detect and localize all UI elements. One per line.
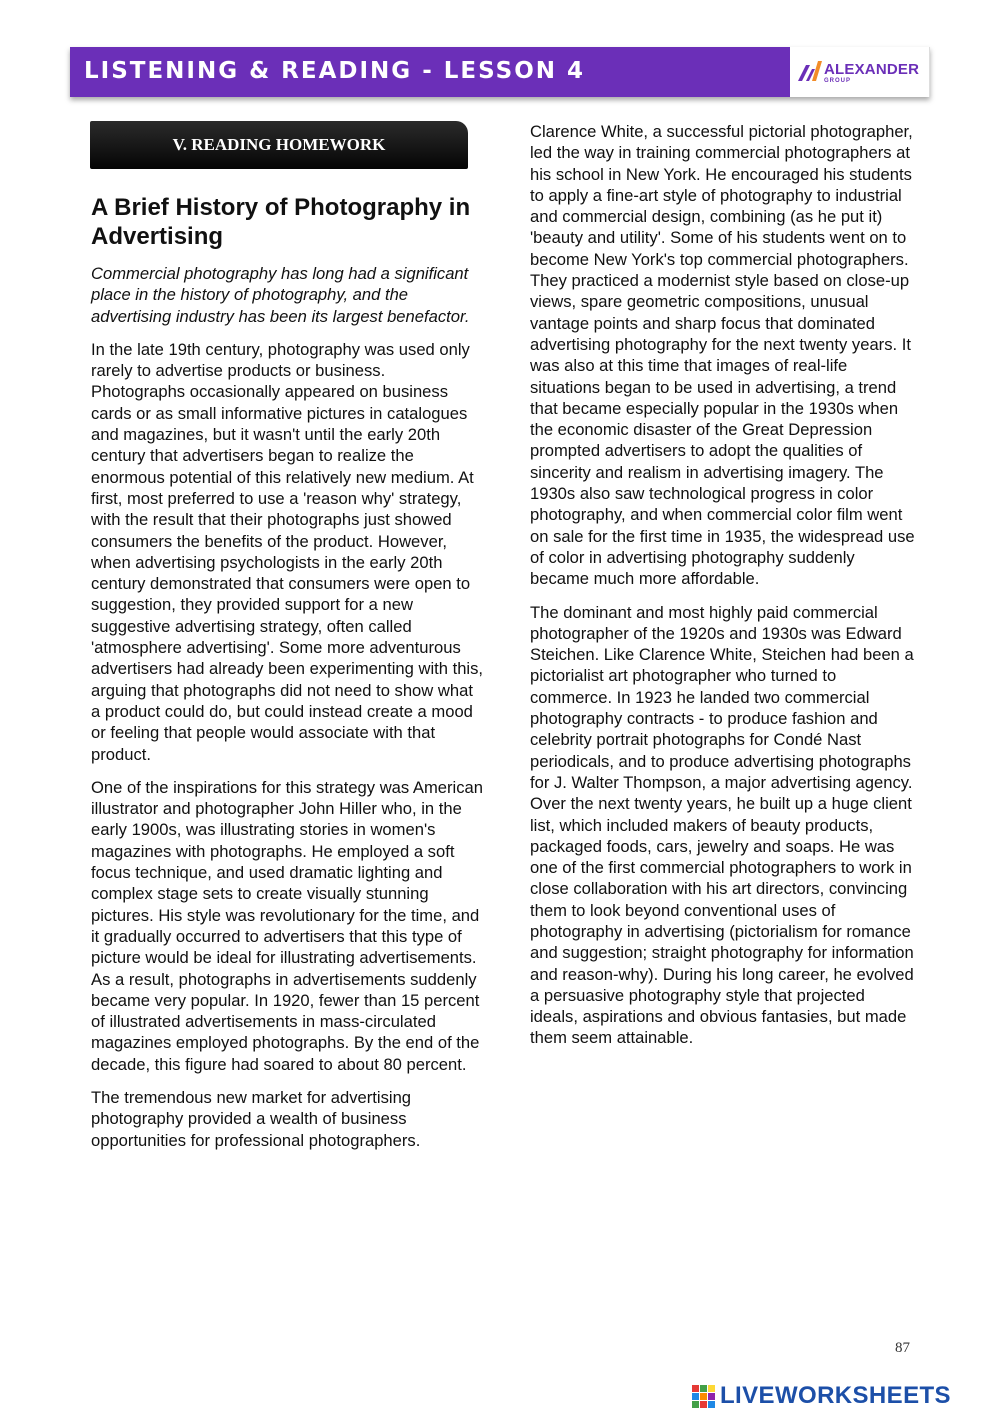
article-intro: Commercial photography has long had a significant place in the history of photography, and the advertising industry has been its largest benefactor. — [91, 264, 470, 326]
page-number: 87 — [895, 1340, 910, 1356]
article-title: A Brief History of Photography in Advertising — [91, 194, 471, 250]
lesson-title: LISTENING & READING - LESSON 4 — [84, 58, 586, 84]
section-banner: V. READING HOMEWORK — [90, 121, 468, 169]
alexander-group-logo — [790, 47, 930, 97]
left-column — [91, 193, 483, 1163]
header-bar — [70, 47, 930, 97]
logo-name: ALEXANDER — [824, 61, 920, 78]
paragraph-2: One of the inspirations for this strategy was American illustrator and photographer John Hiller who, in the early 1900s, was illustrating stories in women's magazines with photographs. He employed a soft focus technique, and used dramatic lighting and complex stage sets to create visually stunning pictures. His style was revolutionary for the time, and it gradually occurred to advertisers that this type of picture would be ideal for illustrating advertisements. As a result, photographs in advertisements suddenly became very popular. In 1920, fewer than 15 percent of illustrated advertisements in mass-circulated magazines employed photographs. By the end of the decade, this figure had soared to about 80 percent. — [91, 777, 483, 1074]
logo-subtitle: GROUP — [824, 78, 852, 84]
paragraph-3: The tremendous new market for advertising photography provided a wealth of business opportunities for professional photographers. — [91, 1087, 421, 1150]
liveworksheets-icon — [692, 1385, 716, 1407]
alexander-logo-icon — [798, 61, 822, 81]
paragraph-4: Clarence White, a successful pictorial photographer, led the way in training commercial photographers at his school in New York. He encouraged his students to apply a fine-art style of photography to industrial and commercial design, combining (as he put it) 'beauty and utility'. Some of his students went on to become New York's top commercial photographers. They practiced a modernist style based on close-up views, spare geometric compositions, unusual vantage points and sharp focus that dominated advertising photography for the next twenty years. It was also at this time that images of real-life situations began to be used in advertising, a trend that became especially popular in the 1930s when the economic disaster of the Great Depression prompted advertisers to adopt the qualities of sincerity and realism in advertising imagery. The 1930s also saw technological progress in color photography, and when commercial color film went on sale for the first time in 1935, the widespread use of color in advertising photography suddenly became much more affordable. — [530, 122, 915, 589]
liveworksheets-watermark — [692, 1382, 992, 1408]
right-column — [530, 121, 915, 1061]
paragraph-5: The dominant and most highly paid commercial photographer of the 1920s and 1930s was Edward Steichen. Like Clarence White, Steichen had been a pictorialist art photographer who turned to commerce. In 1923 he landed two commercial photography contracts - to produce fashion and celebrity portrait photographs for Condé Nast periodicals, and to produce advertising photographs for J. Walter Thompson, a major advertising agency. Over the next twenty years, he built up a huge client list, which included makers of beauty products, packaged foods, cars, jewelry and soaps. He was one of the first commercial photographers to work in close collaboration with his art directors, convincing them to look beyond conventional uses of photography in advertising (pictorialism for romance and suggestion; straight photography for information and reason-why). During his long career, he evolved a persuasive photography style that projected ideals, aspirations and obvious fantasies, but made them seem attainable. — [530, 602, 914, 1048]
paragraph-1: In the late 19th century, photography was used only rarely to advertise products or business. Photographs occasionally appeared on business cards or as small informative pictures in catalogues and magazines, but it wasn't until the early 20th century that advertisers began to realize the enormous potential of this relatively new medium. At first, most preferred to use a 'reason why' strategy, with the result that their photographs just showed consumers the benefits of the product. However, when advertising psychologists in the early 20th century demonstrated that consumers were open to suggestion, they provided support for a new suggestive advertising strategy, often called 'atmosphere advertising'. Some more adventurous advertisers had already been experimenting with this, arguing that photographs did not need to show what a product could do, but could instead create a mood or feeling that people would associate with that product. — [91, 339, 484, 764]
watermark-text: LIVEWORKSHEETS — [720, 1382, 951, 1409]
